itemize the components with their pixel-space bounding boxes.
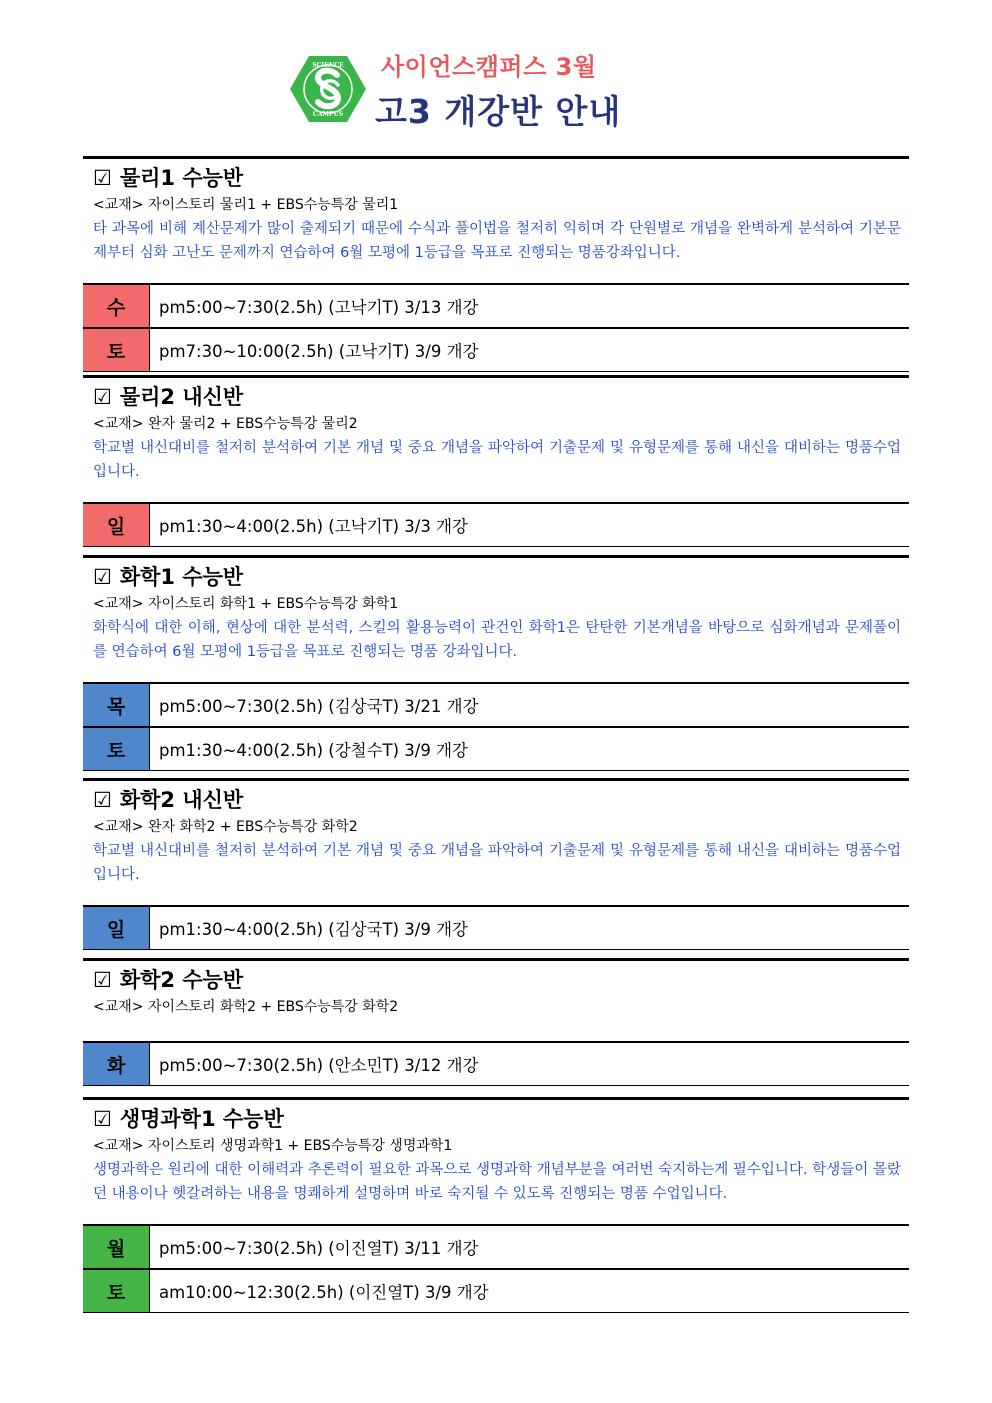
course-section-physics2 bbox=[83, 375, 909, 547]
course-section-chemistry2-school bbox=[83, 778, 909, 950]
course-description: 생명과학은 원리에 대한 이해력과 추론력이 필요한 과목으로 생명과학 개념부분을 여러번 숙지하는게 필수입니다. 학생들이 몰랐던 내용이나 헷갈려하는 내용을 명쾌하게 설명하며 바로 숙지될 수 있도록 진행되는 명품 수업입니다. bbox=[93, 1162, 901, 1202]
textbook-info: <교재> 자이스토리 생명과학1 + EBS수능특강 생명과학1 bbox=[93, 1138, 453, 1154]
day-badge: 토 bbox=[83, 728, 150, 770]
schedule-time: pm5:00~7:30(2.5h) (이진열T) 3/11 개강 bbox=[159, 1239, 479, 1258]
course-title: ☑ 화학2 내신반 bbox=[83, 781, 909, 815]
svg-text:CAMPUS: CAMPUS bbox=[312, 111, 344, 118]
course-title: ☑ 물리1 수능반 bbox=[83, 159, 909, 193]
schedule-time: pm1:30~4:00(2.5h) (김상국T) 3/9 개강 bbox=[159, 920, 468, 939]
course-title: ☑ 화학2 수능반 bbox=[83, 961, 909, 995]
schedule-row bbox=[83, 327, 909, 372]
title-line1: 사이언스캠퍼스 3월 bbox=[381, 53, 597, 81]
day-badge: 토 bbox=[83, 329, 150, 371]
course-description: 학교별 내신대비를 철저히 분석하여 기본 개념 및 중요 개념을 파악하여 기출문제 및 유형문제를 통해 내신을 대비하는 명품수업입니다. bbox=[93, 440, 901, 480]
schedule-row bbox=[83, 1224, 909, 1268]
textbook-info: <교재> 자이스토리 화학2 + EBS수능특강 화학2 bbox=[93, 999, 399, 1015]
textbook-info: <교재> 완자 화학2 + EBS수능특강 화학2 bbox=[93, 819, 358, 835]
schedule-time: pm5:00~7:30(2.5h) (김상국T) 3/21 개강 bbox=[159, 697, 479, 716]
schedule-row bbox=[83, 502, 909, 547]
course-title: ☑ 물리2 내신반 bbox=[83, 378, 909, 412]
day-badge: 일 bbox=[83, 907, 150, 949]
schedule-time: am10:00~12:30(2.5h) (이진열T) 3/9 개강 bbox=[159, 1283, 489, 1302]
science-campus-logo bbox=[290, 55, 366, 123]
schedule-row bbox=[83, 726, 909, 771]
checkbox-icon: ☑ bbox=[93, 166, 112, 190]
schedule-time: pm1:30~4:00(2.5h) (고낙기T) 3/3 개강 bbox=[159, 517, 468, 536]
textbook-info: <교재> 자이스토리 물리1 + EBS수능특강 물리1 bbox=[93, 197, 399, 213]
day-badge: 일 bbox=[83, 504, 150, 546]
day-badge: 토 bbox=[83, 1270, 150, 1312]
day-badge: 월 bbox=[83, 1226, 150, 1268]
schedule-row bbox=[83, 1041, 909, 1086]
checkbox-icon: ☑ bbox=[93, 968, 112, 992]
schedule-time: pm5:00~7:30(2.5h) (고낙기T) 3/13 개강 bbox=[159, 298, 479, 317]
schedule-time: pm1:30~4:00(2.5h) (강철수T) 3/9 개강 bbox=[159, 741, 468, 760]
title-line2: 고3 개강반 안내 bbox=[375, 92, 622, 131]
checkbox-icon: ☑ bbox=[93, 385, 112, 409]
course-description: 타 과목에 비해 계산문제가 많이 출제되기 때문에 수식과 풀이법을 철저히 익히며 각 단원별로 개념을 완벽하게 분석하여 기본문제부터 심화 고난도 문제까지 연습하여 6월 모평에 1등급을 목표로 진행되는 명품강좌입니다. bbox=[93, 221, 901, 261]
course-description: 화학식에 대한 이해, 현상에 대한 분석력, 스킬의 활용능력이 관건인 화학1은 탄탄한 기본개념을 바탕으로 심화개념과 문제풀이를 연습하여 6월 모평에 1등급을 목표로 진행되는 명품 강좌입니다. bbox=[93, 620, 901, 660]
schedule-row bbox=[83, 1268, 909, 1313]
schedule-row bbox=[83, 682, 909, 726]
course-description: 학교별 내신대비를 철저히 분석하여 기본 개념 및 중요 개념을 파악하여 기출문제 및 유형문제를 통해 내신을 대비하는 명품수업입니다. bbox=[93, 843, 901, 883]
course-section-chemistry2-csat bbox=[83, 958, 909, 1086]
course-section-chemistry1 bbox=[83, 555, 909, 771]
checkbox-icon: ☑ bbox=[93, 565, 112, 589]
course-title: ☑ 생명과학1 수능반 bbox=[83, 1100, 909, 1134]
textbook-info: <교재> 완자 물리2 + EBS수능특강 물리2 bbox=[93, 416, 358, 432]
course-section-physics1 bbox=[83, 156, 909, 372]
svg-text:SCIENCE: SCIENCE bbox=[312, 62, 344, 69]
schedule-time: pm5:00~7:30(2.5h) (안소민T) 3/12 개강 bbox=[159, 1056, 479, 1075]
schedule-row bbox=[83, 905, 909, 950]
day-badge: 수 bbox=[83, 285, 150, 327]
course-section-biology1 bbox=[83, 1097, 909, 1313]
day-badge: 화 bbox=[83, 1043, 150, 1085]
day-badge: 목 bbox=[83, 684, 150, 726]
course-title: ☑ 화학1 수능반 bbox=[83, 558, 909, 592]
schedule-time: pm7:30~10:00(2.5h) (고낙기T) 3/9 개강 bbox=[159, 342, 479, 361]
textbook-info: <교재> 자이스토리 화학1 + EBS수능특강 화학1 bbox=[93, 596, 399, 612]
checkbox-icon: ☑ bbox=[93, 788, 112, 812]
checkbox-icon: ☑ bbox=[93, 1107, 112, 1131]
schedule-row bbox=[83, 283, 909, 327]
